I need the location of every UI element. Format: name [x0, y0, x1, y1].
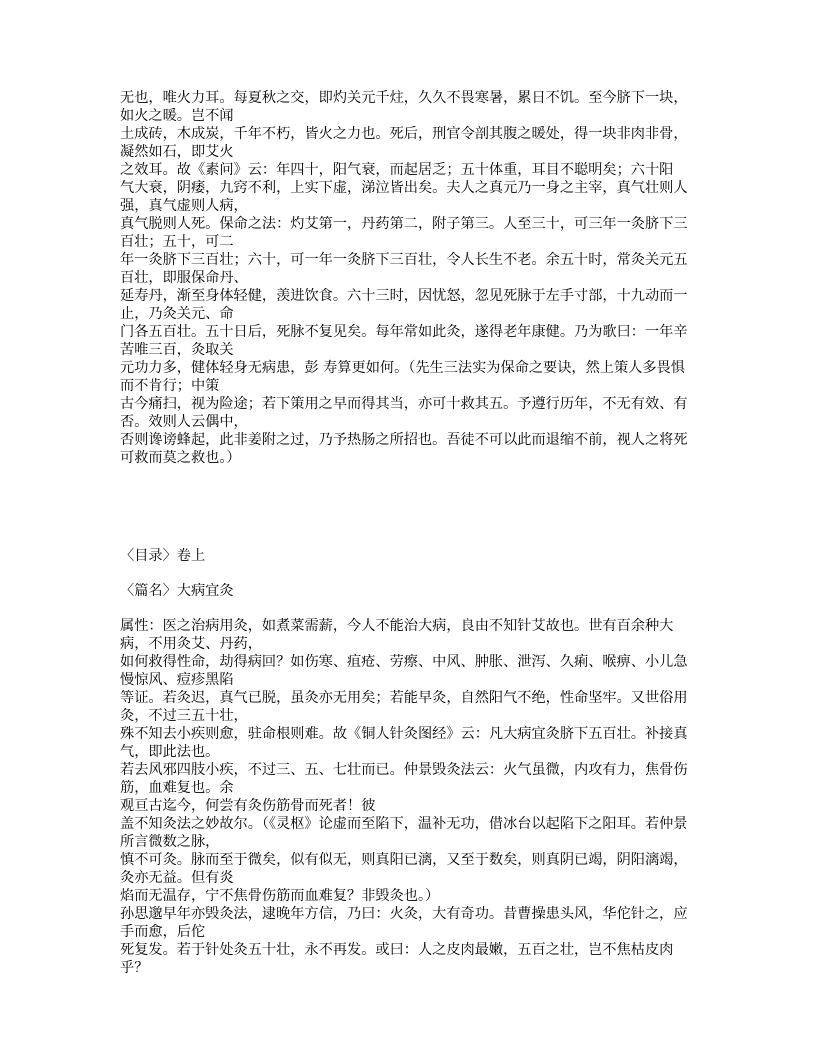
text-line: 气大衰，阴痿，九窍不利，上实下虚，涕泣皆出矣。夫人之真元乃一身之主宰，真气壮则人强，真气虚则人病， [120, 180, 688, 214]
chapter-heading: 〈篇名〉大病宜灸 [120, 583, 234, 599]
text-line: 否则谗谤蜂起，此非姜附之过，乃予热肠之所招也。吾徒不可以此而退缩不前，视人之将死可救而莫之救也。） [120, 432, 688, 466]
text-line: 属性：医之治病用灸，如煮菜需薪，今人不能治大病，良由不知针艾故也。世有百余种大病，不用灸艾、丹药， [120, 618, 674, 652]
text-line: 死复发。若于针处灸五十壮，永不再发。或曰：人之皮肉最嫩，五百之壮，岂不焦枯皮肉乎？ [120, 942, 674, 976]
body-paragraph-1 [120, 89, 698, 467]
text-line: 土成砖，木成炭，千年不朽，皆火之力也。死后，刑官令剖其腹之暖处，得一块非肉非骨，凝然如石，即艾火 [120, 126, 688, 160]
text-line: 之效耳。故《素问》云：年四十，阳气衰，而起居乏；五十体重，耳目不聪明矣；六十阳 [120, 162, 674, 178]
document-page [120, 89, 698, 977]
text-line: 古今痛扫，视为险途；若下策用之早而得其当，亦可十救其五。予遵行历年，不无有效、有否。效则人云偶中， [120, 396, 688, 430]
text-line: 如何救得性命，劫得病回？如伤寒、疽疮、劳瘵、中风、肿胀、泄泻、久痢、喉痹、小儿急慢惊风、痘疹黑陷 [120, 654, 688, 688]
text-line: 观亘古迄今，何尝有灸伤筋骨而死者！彼 [120, 798, 376, 814]
text-line: 殊不知去小疾则愈，驻命根则难。故《铜人针灸图经》云：凡大病宜灸脐下五百壮。补接真气，即此法也。 [120, 726, 688, 760]
text-line: 年一灸脐下三百壮；六十，可一年一灸脐下三百壮，令人长生不老。余五十时，常灸关元五百壮，即服保命丹、 [120, 252, 688, 286]
text-line: 孙思邈早年亦毁灸法，逮晚年方信，乃曰：火灸，大有奇功。昔曹操患头风，华佗针之，应手而愈，后佗 [120, 906, 688, 940]
text-line: 无也，唯火力耳。每夏秋之交，即灼关元千炷，久久不畏寒暑，累日不饥。至今脐下一块，如火之暖。岂不闻 [120, 90, 688, 124]
text-line: 延寿丹，渐至身体轻健，羡进饮食。六十三时，因忧怒，忽见死脉于左手寸部，十九动而一止，乃灸关元、命 [120, 288, 688, 322]
toc-heading: 〈目录〉卷上 [120, 548, 206, 564]
text-line: 门各五百壮。五十日后，死脉不复见矣。每年常如此灸，遂得老年康健。乃为歌曰：一年辛苦唯三百，灸取关 [120, 324, 688, 358]
text-line: 焰而无温存，宁不焦骨伤筋而血难复？非毁灸也。） [120, 888, 440, 904]
text-line: 盖不知灸法之妙故尔。（《灵枢》论虚而至陷下，温补无功，借冰台以起陷下之阳耳。若仲景所言微数之脉， [120, 816, 688, 850]
text-line: 慎不可灸。脉而至于微矣，似有似无，则真阳已漓，又至于数矣，则真阴已竭，阴阳漓竭，灸亦无益。但有炎 [120, 852, 688, 886]
text-line: 等证。若灸迟，真气已脱，虽灸亦无用矣；若能早灸，自然阳气不绝，性命坚牢。又世俗用灸，不过三五十壮， [120, 690, 688, 724]
text-line: 若去风邪四肢小疾，不过三、五、七壮而已。仲景毁灸法云：火气虽微，内攻有力，焦骨伤筋，血难复也。余 [120, 762, 688, 796]
body-paragraph-2 [120, 617, 698, 977]
text-line: 真气脱则人死。保命之法：灼艾第一，丹药第二，附子第三。人至三十，可三年一灸脐下三百壮；五十，可二 [120, 216, 688, 250]
text-line: 元功力多，健体轻身无病患，彭 寿算更如何。（先生三法实为保命之要诀，然上策人多畏惧而不肯行；中策 [120, 360, 685, 394]
